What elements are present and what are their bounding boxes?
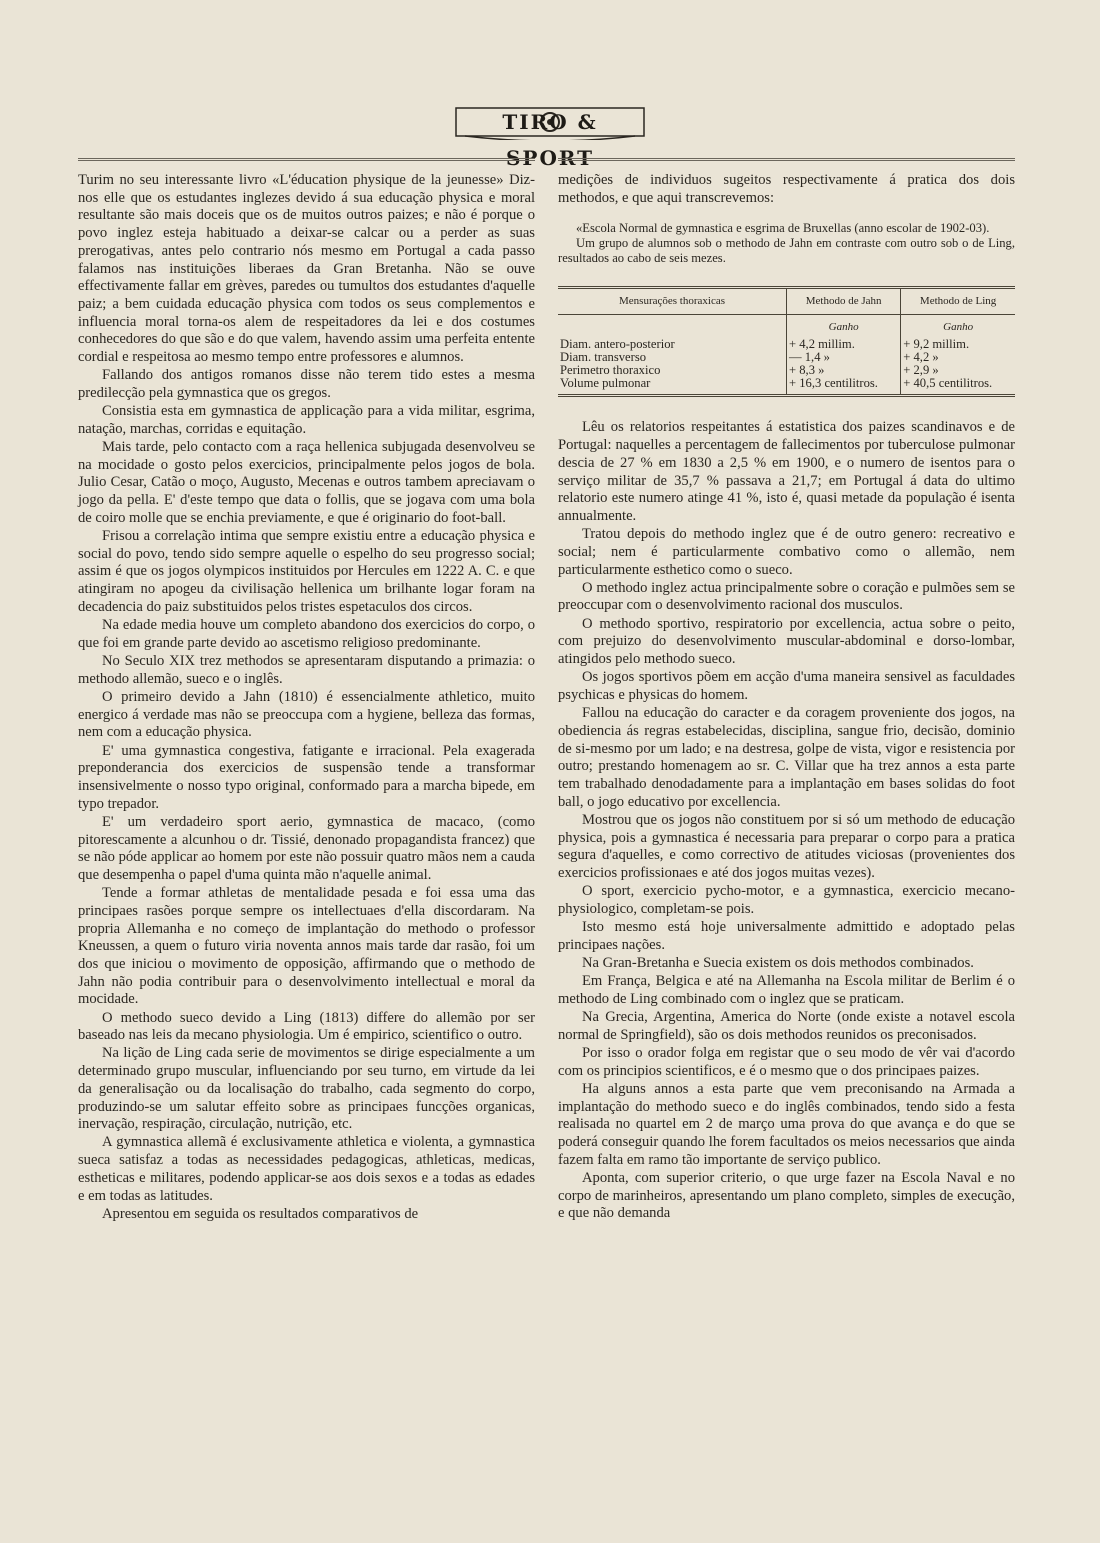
table-cell-label: Perimetro thoraxico xyxy=(558,364,787,377)
paragraph: Fallando dos antigos romanos disse não terem tido estes a mesma predilecção pela gymnastica que os gregos. xyxy=(78,367,535,401)
paragraph: O methodo inglez actua principalmente sobre o coração e pulmões sem se preoccupar com o desenvolvimento racional dos musculos. xyxy=(558,579,1015,614)
table-cell-ling: + 40,5 centilitros. xyxy=(901,377,1015,396)
paragraph: O methodo sportivo, respiratorio por excellencia, actua sobre o peito, com prejuizo do desenvolvimento muscular-abdominal e dorso-lombar, atingidos pelo methodo sueco. xyxy=(558,615,1015,668)
masthead-logo xyxy=(455,104,645,170)
paragraph: No Seculo XIX trez methodos se apresentaram disputando a primazia: o methodo allemão, sueco e o inglês. xyxy=(78,652,535,687)
paragraph: Aponta, com superior criterio, o que urge fazer na Escola Naval e no corpo de marinheiros, apresentando um plano completo, simples de execução, e que não demanda xyxy=(558,1169,1015,1222)
table-header: Mensurações thoraxicas xyxy=(558,289,787,315)
paragraph: Na Grecia, Argentina, America do Norte (onde existe a notavel escola normal de Springfield), são os dois methodos reunidos os preconisados. xyxy=(558,1009,1015,1043)
table-cell-label: Volume pulmonar xyxy=(558,377,787,396)
paragraph: Fallou na educação do caracter e da coragem proveniente dos jogos, na obediencia ás regras estabelecidas, disciplina, sangue frio, decisão, dominio de si-mesmo por um lado; e na destresa, golpe de vista, vigor e resistencia por outro; prestando homenagem ao sr. C. Villar que ha trez annos a esta parte tem trabalhado denodadamente para a implantação em bases solidas do foot ball, o jogo educativo por excellencia. xyxy=(558,705,1015,810)
quote-block xyxy=(558,221,1015,266)
paragraph: Mais tarde, pelo contacto com a raça hellenica subjugada desenvolveu se na mocidade o gosto pelos exercicios, principalmente pelos jogos de bola. Julio Cesar, Catão o moço, Augusto, Mecenas e outros tambem apreciavam o jogo da pella. E' d'este tempo que data o follis, que se jogava com uma bola de coiro molle que se enchia previamente, e que é originario do foot-ball. xyxy=(78,439,535,526)
right-body xyxy=(558,419,1015,1223)
paragraph: Tratou depois do methodo inglez que é de outro genero: recreativo e social; nem é particularmente combativo como o allemão, nem particularmente esthetico como o sueco. xyxy=(558,526,1015,578)
table-cell-ling: + 4,2 » xyxy=(903,350,939,365)
table-row xyxy=(558,377,1015,396)
table-subheader: Ganho xyxy=(787,315,901,339)
table-cell-ling: + 9,2 millim. xyxy=(903,337,970,352)
table-header: Methodo de Ling xyxy=(901,289,1015,315)
table-cell-jahn: + 16,3 centilitros. xyxy=(787,377,901,396)
quote-line: Um grupo de alumnos sob o methodo de Jahn em contraste com outro sob o de Ling, resultados ao cabo de seis mezes. xyxy=(558,236,1015,266)
table-subheader: Ganho xyxy=(943,321,974,334)
table-cell-jahn: + 4,2 millim. xyxy=(787,338,901,351)
paragraph: Tende a formar athletas de mentalidade pesada e foi essa uma das principaes rasões porque sempre os intellectuaes d'ella discordaram. Na propria Allemanha e no começo de implantação do methodo o professor Kneussen, a quem o futuro viria noventa annos mais tarde dar rasão, foi um dos que iniciou o movimento de opposição, affirmando que o methodo de Jahn não podia contribuir para o desenvolvimento intellectual e moral da mocidade. xyxy=(78,885,535,1008)
right-column xyxy=(558,172,1015,1224)
paragraph: Mostrou que os jogos não constituem por si só um methodo de educação physica, pois a gymnastica é necessaria para preparar o corpo para a pratica segura d'aquelles, e como correctivo de atitudes viciosas (provenientes dos exercicios profissionaes e até dos jogos muitas vezes). xyxy=(558,811,1015,881)
measurement-table-wrap xyxy=(558,286,1015,397)
paragraph: A gymnastica allemã é exclusivamente athletica e violenta, a gymnastica sueca satisfaz a todas as necessidades pedagogicas, athleticas, medicas, estheticas e militares, podendo applicar-se aos dois sexos e a todas as edades e em todas as latitudes. xyxy=(78,1134,535,1204)
paragraph: O primeiro devido a Jahn (1810) é essencialmente athletico, muito energico á verdade mas não se preoccupa com a hygiene, belleza das formas, nem com a educação physica. xyxy=(78,688,535,741)
header-rule-right xyxy=(558,158,1015,161)
paragraph: Isto mesmo está hoje universalmente admittido e adoptado pelas principaes nações. xyxy=(558,919,1015,953)
paragraph: Apresentou em seguida os resultados comparativos de xyxy=(102,1205,419,1222)
table-cell-jahn: + 8,3 » xyxy=(787,364,901,377)
table-cell-label: Diam. transverso xyxy=(558,351,787,364)
table-cell-label: Diam. antero-posterior xyxy=(558,338,787,351)
paragraph: Frisou a correlação intima que sempre existiu entre a educação physica e social do povo, tendo sido sempre aquelle o espelho do seu progresso social; assim é que os jogos olympicos instituidos por Hercules em 1222 A. C. e que atingiram no apogeu da civilisação hellenica um brilhante logar foram na decadencia do paiz substituidos pelos tristes espetaculos dos circos. xyxy=(78,528,535,615)
table-header: Methodo de Jahn xyxy=(787,289,901,315)
paragraph: Na Gran-Bretanha e Suecia existem os dois methodos combinados. xyxy=(582,955,974,971)
page-header xyxy=(0,92,1100,170)
measurement-table xyxy=(558,289,1015,397)
paragraph: Na lição de Ling cada serie de movimentos se dirige especialmente a um determinado grupo muscular, influenciando por seu turno, em virtude da lei da generalisação ou da localisação do trabalho, cada segmento do corpo, produzindo-se um salutar effeito sobre as principaes funcções organicas, inervação, respiração, circulação, nutrição, etc. xyxy=(78,1045,535,1133)
paragraph: E' um verdadeiro sport aerio, gymnastica de macaco, (como pitorescamente a alcunhou o dr. Tissié, denonado propagandista francez) que se não póde applicar ao homem por este não possuir quatro mãos nem a cauda que desempenha o papel d'uma quinta mão n'aquelle animal. xyxy=(78,813,535,883)
paragraph: E' uma gymnastica congestiva, fatigante e irracional. Pela exagerada preponderancia dos exercicios de suspensão tende a transformar insensivelmente o nosso typo original, conformado para a marcha bipede, em typo trepador. xyxy=(78,742,535,812)
table-cell-ling: + 2,9 » xyxy=(903,363,939,378)
paragraph: Consistia esta em gymnastica de applicação para a vida militar, esgrima, natação, marchas, corridas e equitação. xyxy=(78,403,535,437)
paragraph: Em França, Belgica e até na Allemanha na Escola militar de Berlim é o methodo de Ling combinado com o inglez que se praticam. xyxy=(558,973,1015,1007)
header-rule-left xyxy=(78,158,535,161)
paragraph: O methodo sueco devido a Ling (1813) differe do allemão por ser baseado nas leis da mecano physiologia. Um é empirico, scientifico o outro. xyxy=(78,1009,535,1044)
table-subheader xyxy=(558,315,787,339)
masthead-title: TIRO & SPORT xyxy=(502,110,598,170)
table-cell-jahn: — 1,4 » xyxy=(787,351,901,364)
paragraph: O sport, exercicio pycho-motor, e a gymnastica, exercicio mecano-physiologico, completam-se pois. xyxy=(558,883,1015,917)
paragraph: Os jogos sportivos põem em acção d'uma maneira sensivel as faculdades psychicas e physicas do homem. xyxy=(558,669,1015,703)
right-intro: medições de individuos sugeitos respectivamente á pratica dos dois methodos, e que aqui transcrevemos: xyxy=(558,172,1015,206)
left-column xyxy=(78,172,535,1224)
quote-line: «Escola Normal de gymnastica e esgrima de Bruxellas (anno escolar de 1902-03). xyxy=(576,221,990,236)
paragraph: Turim no seu interessante livro «L'éducation physique de la jeunesse» Diz-nos elle que os estudantes inglezes devido á sua educação physica e moral resultante são mais doceis que os de muitos outros paizes; e não é porque o povo inglez esteja habituado a deixar-se calcar ou a perder as suas prerogativas, antes pelo contrario nós mesmo em Portugal a cada passo falamos nas instituições liberaes da Gran Bretanha. Não se ouve effectivamente fallar em grèves, paredes ou tumultos dos estudantes d'aquelle paiz; a bem cuidada educação physica com todos os seus complementos e influencia moral torna-os alem de respeitadores da lei e dos costumes conhecedores do que são e do que valem, havendo assim uma perfeita entente cordial e respeitosa ao mesmo tempo entre professores e alumnos. xyxy=(78,172,535,366)
paragraph: Ha alguns annos a esta parte que vem preconisando na Armada a implantação do methodo sueco e do inglês combinados, tendo sido a festa realisada no quartel em 2 de março uma prova do que avança e do que se poderá conseguir quando lhe forem facultados os meios necessarios que ainda fazem falta em ramo tão importante de serviço publico. xyxy=(558,1080,1015,1168)
paragraph: Na edade media houve um completo abandono dos exercicios do corpo, o que foi em grande parte devido ao ascetismo religioso predominante. xyxy=(78,617,535,651)
paragraph: Por isso o orador folga em registar que o seu modo de vêr vai d'acordo com os principios scientificos, e é o mesmo que o dos principaes paizes. xyxy=(558,1045,1015,1079)
paragraph: Lêu os relatorios respeitantes á estatistica dos paizes scandinavos e de Portugal: naquelles a percentagem de fallecimentos por tuberculose pulmonar descia de 27 % em 1830 a 2,5 % em 1900, e o numero de isentos para o serviço militar de 35,7 % passava a 21,7; em Portugal á data do ultimo relatorio este numero atinge 41 %, isto é, quasi metade da população é isenta annualmente. xyxy=(558,419,1015,524)
